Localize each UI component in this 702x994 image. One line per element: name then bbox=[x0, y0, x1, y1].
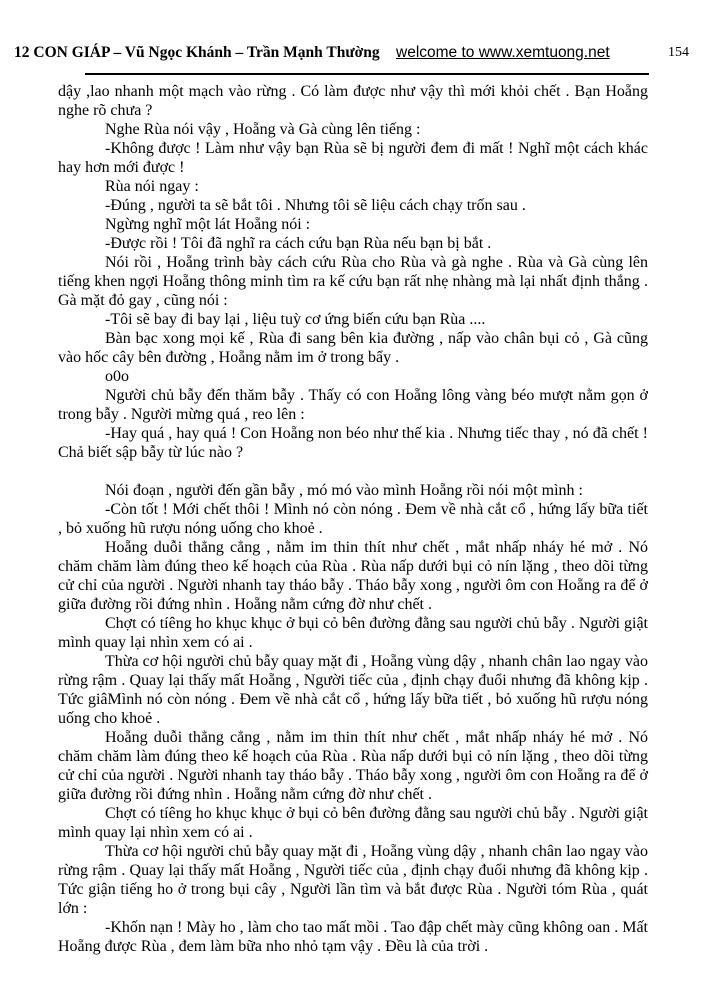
page-header bbox=[0, 44, 702, 66]
paragraph: Rùa nói ngay : bbox=[105, 178, 199, 195]
header-divider bbox=[85, 73, 649, 75]
blank-line bbox=[58, 462, 648, 481]
paragraph: -Hay quá , hay quá ! Con Hoẵng non béo như thế kia . Nhưng tiếc thay , nó đã chết ! Chả biết sập bẫy từ lúc nào ? bbox=[58, 425, 648, 461]
page-body bbox=[58, 82, 648, 956]
paragraph: -Khốn nạn ! Mày ho , làm cho tao mất mồi . Tao đập chết mày cũng không oan . Mất Hoẵng được Rùa , đem làm bữa nho nhỏ tạm vậy . Đều là của trời . bbox=[58, 919, 648, 955]
paragraph-continuation: dậy ,lao nhanh một mạch vào rừng . Có làm được như vậy thì mới khỏi chết . Bạn Hoẵng nghe rõ chưa ? bbox=[58, 83, 648, 119]
paragraph: Nói rồi , Hoẵng trình bày cách cứu Rùa cho Rùa và gà nghe . Rùa và Gà cùng lên tiếng khen ngợi Hoẵng thông minh tìm ra kế cứu bạn rất nhẹ nhàng mà lại nhất định thắng . Gà mặt đỏ gay , cũng nói : bbox=[58, 254, 648, 309]
paragraph: Chợt có tíêng ho khục khục ở bụi cỏ bên đường đằng sau người chủ bẫy . Người giật mình quay lại nhìn xem có ai . bbox=[58, 805, 648, 841]
page-number: 154 bbox=[668, 45, 689, 60]
paragraph: Chợt có tíêng ho khục khục ở bụi cỏ bên đường đằng sau người chủ bẫy . Người giật mình quay lại nhìn xem có ai . bbox=[58, 615, 648, 651]
paragraph: Nói đoạn , người đến gần bẫy , mó mó vào mình Hoẵng rồi nói một mình : bbox=[105, 482, 583, 499]
paragraph: Hoẵng duỗi thẳng cẳng , nằm im thin thít như chết , mắt nhấp nháy hé mở . Nó chăm chăm làm đúng theo kế hoạch của Rùa . Rùa nấp dưới bụi cỏ nín lặng , theo dõi từng cử chỉ của người . Người nhanh tay tháo bẫy . Tháo bẫy xong , người ôm con Hoẵng ra để ở giữa đường rồi đứng nhìn . Hoẵng nằm cứng đờ như chết . bbox=[58, 539, 648, 613]
paragraph: Hoẵng duỗi thẳng cẳng , nằm im thin thít như chết , mắt nhấp nháy hé mở . Nó chăm chăm làm đúng theo kế hoạch của Rùa . Rùa nấp dưới bụi cỏ nín lặng , theo dõi từng cử chỉ của người . Người nhanh tay tháo bẫy . Tháo bẫy xong , người ôm con Hoẵng ra để ở giữa đường rồi đứng nhìn . Hoẵng nằm cứng đờ như chết . bbox=[58, 729, 648, 803]
paragraph: Thừa cơ hội người chủ bẫy quay mặt đi , Hoẵng vùng dậy , nhanh chân lao ngay vào rừng rậm . Quay lại thấy mất Hoẵng , Người tiếc của , định chạy đuổi nhưng đã không kịp . Tức giâMình nó còn nóng . Đem về nhà cắt cổ , hứng lấy bữa tiết , bỏ xuống hũ rượu nóng uống cho khoẻ . bbox=[58, 653, 648, 727]
paragraph: -Đúng , người ta sẽ bắt tôi . Nhưng tôi sẽ liệu cách chạy trốn sau . bbox=[105, 197, 526, 214]
paragraph: -Còn tốt ! Mới chết thôi ! Mình nó còn nóng . Đem về nhà cắt cổ , hứng lấy bữa tiết , bỏ xuống hũ rượu nóng uống cho khoẻ . bbox=[58, 501, 648, 537]
paragraph: Ngừng nghĩ một lát Hoẵng nói : bbox=[105, 216, 311, 233]
section-separator: o0o bbox=[105, 368, 129, 385]
paragraph: Bàn bạc xong mọi kế , Rùa đi sang bên kia đường , nấp vào chân bụi cỏ , Gà cũng vào hốc cây bên đường , Hoẵng nằm im ở trong bẩy . bbox=[58, 330, 648, 366]
book-title: 12 CON GIÁP – Vũ Ngọc Khánh – Trần Mạnh Thường bbox=[14, 44, 380, 61]
paragraph: Nghe Rùa nói vậy , Hoẵng và Gà cùng lên tiếng : bbox=[105, 121, 421, 138]
website-link[interactable]: welcome to www.xemtuong.net bbox=[396, 44, 610, 61]
paragraph: Người chủ bẫy đến thăm bẫy . Thấy có con Hoẵng lông vàng béo mượt nằm gọn ở trong bẫy . Người mừng quá , reo lên : bbox=[58, 387, 648, 423]
paragraph: -Không được ! Làm như vậy bạn Rùa sẽ bị người đem đi mất ! Nghĩ một cách khác hay hơn mới được ! bbox=[58, 140, 648, 176]
paragraph: -Được rồi ! Tôi đã nghĩ ra cách cứu bạn Rùa nếu bạn bị bắt . bbox=[105, 235, 492, 252]
paragraph: Thừa cơ hội người chủ bẫy quay mặt đi , Hoẵng vùng dậy , nhanh chân lao ngay vào rừng rậm . Quay lại thấy mất Hoẵng , Người tiếc của , định chạy đuổi nhưng đã không kịp . Tức giận tiếng ho ở trong bụi cây , Người lần tìm và bắt được Rùa . Người tóm Rùa , quát lớn : bbox=[58, 843, 648, 917]
paragraph: -Tôi sẽ bay đi bay lại , liệu tuỳ cơ ứng biến cứu bạn Rùa .... bbox=[105, 311, 486, 328]
